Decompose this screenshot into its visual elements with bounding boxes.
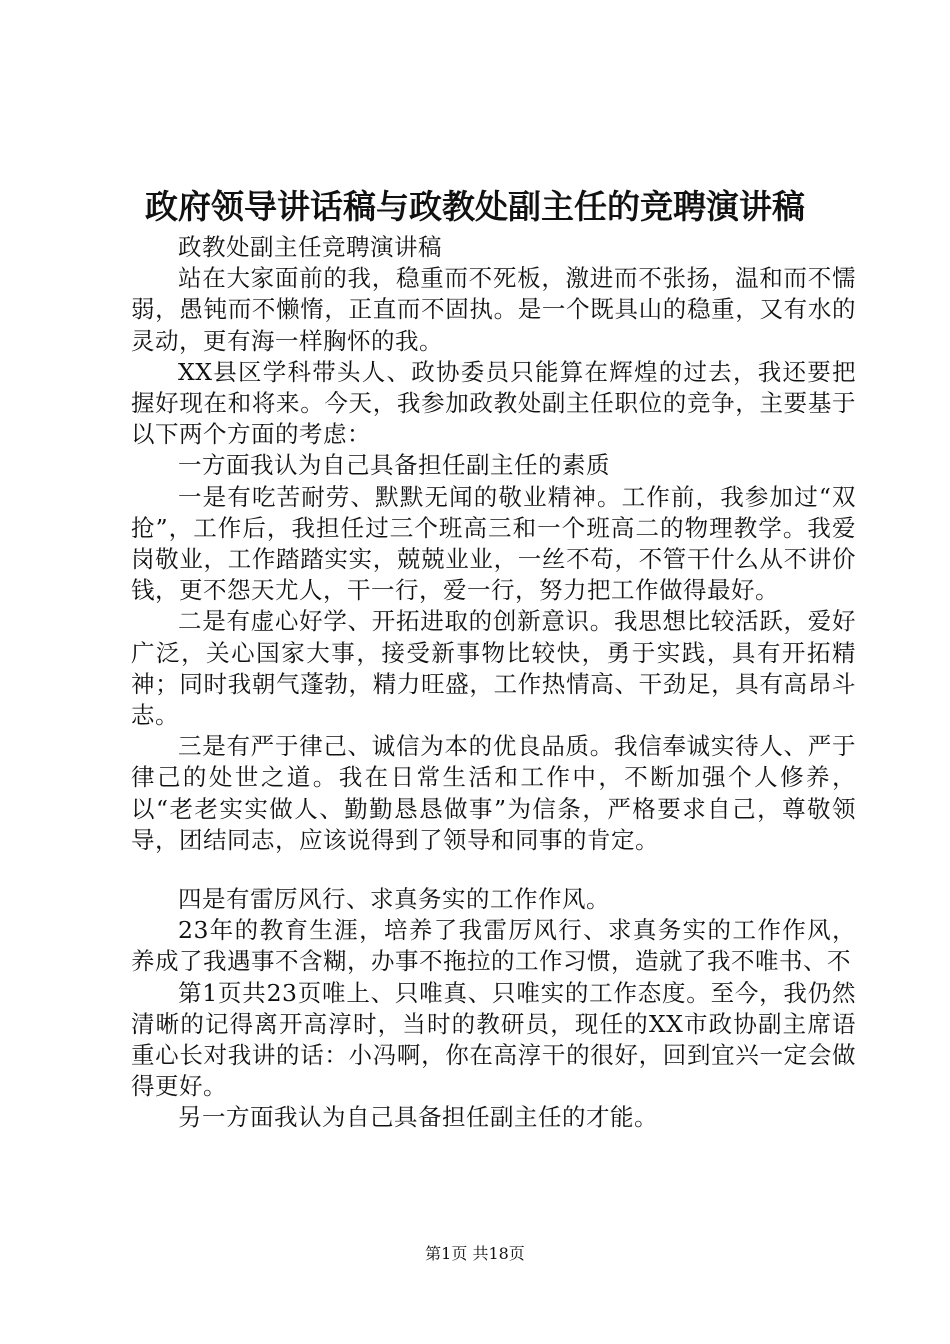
paragraph: 站在大家面前的我，稳重而不死板，激进而不张扬，温和而不懦弱，愚钝而不懒惰，正直而不固执。是一个既具山的稳重，又有水的灵动，更有海一样胸怀的我。 [131,264,856,355]
paragraph: 23年的教育生涯，培养了我雷厉风行、求真务实的工作作风，养成了我遇事不含糊，办事不拖拉的工作习惯，造就了我不唯书、不 [131,916,856,976]
paragraph: XX县区学科带头人、政协委员只能算在辉煌的过去，我还要把握好现在和将来。今天，我参加政教处副主任职位的竞争，主要基于以下两个方面的考虑： [131,357,856,449]
paragraph-heading: 另一方面我认为自己具备担任副主任的才能。 [178,1103,658,1132]
paragraph: 三是有严于律己、诚信为本的优良品质。我信奉诚实待人、严于律己的处世之道。我在日常生活和工作中，不断加强个人修养，以“老老实实做人、勤勤恳恳做事”为信条，严格要求自己，尊敬领导，团结同志，应该说得到了领导和同事的肯定。 [131,732,856,854]
paragraph-heading: 四是有雷厉风行、求真务实的工作作风。 [178,885,610,914]
paragraph: 二是有虚心好学、开拓进取的创新意识。我思想比较活跃，爱好广泛，关心国家大事，接受新事物比较快，勇于实践，具有开拓精神；同时我朝气蓬勃，精力旺盛，工作热情高、干劲足，具有高昂斗志。 [131,607,856,730]
page-number-footer: 第1页 共18页 [425,1244,525,1263]
paragraph-heading: 一方面我认为自己具备担任副主任的素质 [178,451,610,480]
paragraph-gap [131,856,856,884]
document-title: 政府领导讲话稿与政教处副主任的竞聘演讲稿 [145,187,805,226]
document-body [131,232,856,1134]
paragraph: 第1页共23页唯上、只唯真、只唯实的工作态度。至今，我仍然清晰的记得离开高淳时，当时的教研员，现任的XX市政协副主席语重心长对我讲的话：小冯啊，你在高淳干的很好，回到宜兴一定会做得更好。 [131,978,856,1101]
paragraph-subtitle: 政教处副主任竞聘演讲稿 [178,233,442,261]
paragraph: 一是有吃苦耐劳、默默无闻的敬业精神。工作前，我参加过“双抢”，工作后，我担任过三个班高三和一个班高二的物理教学。我爱岗敬业，工作踏踏实实，兢兢业业，一丝不苟，不管干什么从不讲价钱，更不怨天尤人，干一行，爱一行，努力把工作做得最好。 [131,482,856,605]
